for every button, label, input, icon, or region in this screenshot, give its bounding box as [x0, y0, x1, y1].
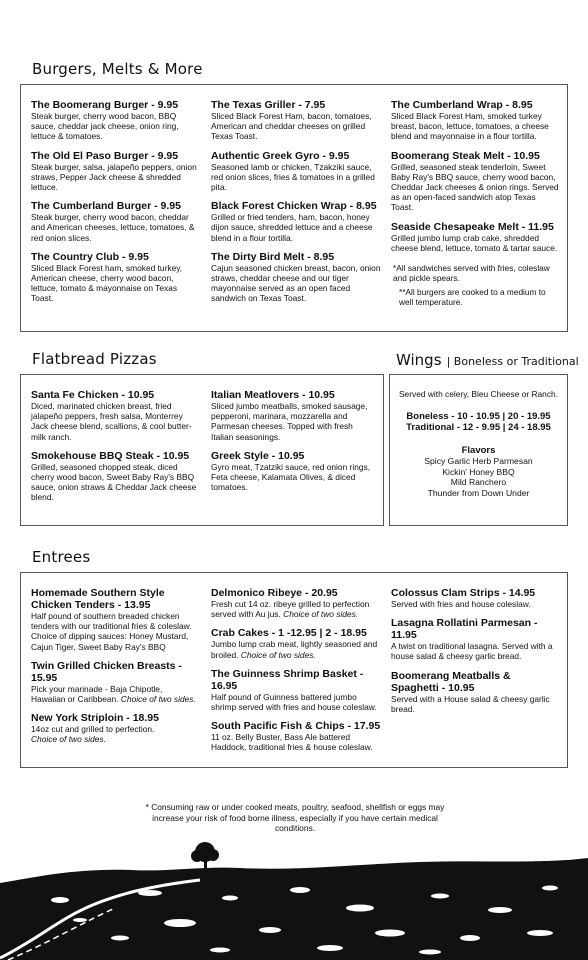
menu-item: [391, 221, 559, 253]
wings-section-title: [396, 350, 579, 369]
item-name: Italian Meatlovers - 10.95: [211, 389, 335, 401]
wings-title: Wings: [396, 351, 442, 369]
item-name: The Boomerang Burger - 9.95: [31, 99, 179, 111]
wings-flavor: Mild Ranchero: [450, 477, 507, 488]
wings-flavor: Spicy Garlic Herb Parmesan: [424, 456, 533, 467]
item-description: Grilled jumbo lump crab cake, shredded cheese blend, lettuce, tomato & tartar sauce.: [391, 232, 558, 253]
item-description: 11 oz. Belly Buster, Bass Ale battered Haddock, traditional fries & house coleslaw.: [211, 732, 373, 753]
entrees-column-1: [31, 587, 199, 753]
wings-flavors-title: Flavors: [461, 445, 496, 457]
sandwich-notes: [391, 263, 559, 307]
item-name: Crab Cakes - 1 -12.95 | 2 - 18.95: [211, 627, 367, 640]
burgers-column-3: [391, 99, 559, 311]
menu-item: [211, 389, 377, 442]
burgers-column-1: [31, 99, 199, 312]
menu-item: [211, 668, 381, 712]
outback-landscape-illustration: [0, 838, 588, 960]
menu-item: [31, 389, 197, 442]
item-name: Santa Fe Chicken - 10.95: [31, 389, 155, 401]
item-description: Seasoned lamb or chicken, Tzakziki sauce, red onion slices, fries & tomatoes in a grilled pita.: [211, 161, 375, 193]
item-description: Grilled, seasoned steak tenderloin, Sweet Baby Ray's BBQ sauce, cherry wood bacon, Cheddar Jack cheeses & onion rings. Served as an open-faced sandwich atop Texas Toast.: [391, 161, 559, 213]
item-description: Grilled or fried tenders, ham, bacon, honey dijon sauce, shredded lettuce and a cheese blend in a flour tortilla.: [211, 212, 373, 243]
entrees-section-title: Entrees: [32, 548, 91, 566]
wings-served-with: Served with celery, Bleu Cheese or Ranch.: [398, 389, 559, 399]
item-name: Homemade Southern Style Chicken Tenders - 13.95: [31, 587, 165, 611]
item-description: Half pound of Guinness battered jumbo shrimp served with fries and house coleslaw.: [211, 691, 377, 713]
menu-item: [211, 450, 377, 493]
menu-item: [391, 150, 559, 213]
entrees-column-3: [391, 587, 559, 722]
item-description: Sliced Black Forest Ham, smoked turkey breast, bacon, lettuce, tomatoes, a cheese blend and mayonnaise in a flour tortilla.: [391, 111, 549, 142]
item-description: Gyro meat, Tzatziki sauce, red onion rings, Feta cheese, Kalamata Olives, & diced tomatoes.: [211, 461, 371, 493]
menu-item: [31, 587, 199, 652]
item-description: Steak burger, salsa, jalapeño peppers, onion straws, Pepper Jack cheese & shredded lettuce.: [31, 161, 197, 193]
item-description: Pick your marinade - Baja Chipotle, Hawaiian or Caribbean. Choice of two sides.: [31, 683, 196, 705]
item-name: Smokehouse BBQ Steak - 10.95: [31, 449, 190, 462]
item-name: Delmonico Ribeye - 20.95: [211, 587, 338, 599]
menu-item: [31, 251, 199, 304]
item-name: Colossus Clam Strips - 14.95: [391, 587, 536, 599]
wings-subtitle: | Boneless or Traditional: [446, 355, 579, 368]
item-description: Grilled, seasoned chopped steak, diced cherry wood bacon, Sweet Baby Ray's BBQ sauce, onion straws & Cheddar Jack cheese blend.: [31, 461, 197, 503]
wings-flavor: Thunder from Down Under: [427, 487, 530, 498]
burger-temperature-note: **All burgers are cooked to a medium to well temperature.: [399, 287, 546, 308]
menu-item: [211, 587, 381, 619]
item-description: Diced, marinated chicken breast, fried jalapeño peppers, fresh salsa, Monterrey Jack cheese blend, scallions, & cool butter-milk ranch.: [31, 401, 192, 442]
item-name: Greek Style - 10.95: [211, 449, 305, 462]
item-description: 14oz cut and grilled to perfection. Choice of two sides.: [31, 724, 155, 745]
entrees-panel: [20, 572, 568, 768]
entrees-column-2: [211, 587, 381, 761]
flatbread-section-title: Flatbread Pizzas: [32, 350, 157, 368]
sandwich-note: *All sandwiches served with fries, coleslaw and pickle spears.: [393, 263, 550, 284]
item-name: The Cumberland Wrap - 8.95: [391, 99, 533, 111]
menu-item: [211, 251, 381, 304]
item-description: Sliced Black Forest Ham, bacon, tomatoes, American and cheddar cheeses on grilled Texas Toast.: [211, 111, 372, 142]
item-description: Sliced Black Forest ham, smoked turkey, American cheese, cherry wood bacon, lettuce, tomato & mayonnaise on Texas Toast.: [31, 262, 183, 304]
burgers-column-2: [211, 99, 381, 312]
item-name: Boomerang Meatballs & Spaghetti - 10.95: [391, 669, 511, 694]
item-name: The Cumberland Burger - 9.95: [31, 200, 181, 213]
item-name: Authentic Greek Gyro - 9.95: [211, 149, 350, 162]
item-name: The Texas Griller - 7.95: [211, 99, 326, 111]
wings-flavor: Kickin' Honey BBQ: [442, 466, 515, 477]
menu-item: [31, 99, 199, 142]
item-name: The Country Club - 9.95: [31, 250, 149, 263]
flatbread-column-1: [31, 389, 197, 511]
wings-boneless-price: Boneless - 10 - 10.95 | 20 - 19.95: [406, 411, 551, 423]
item-name: New York Striploin - 18.95: [31, 712, 159, 725]
burgers-panel: [20, 84, 568, 332]
item-name: The Guinness Shrimp Basket - 16.95: [211, 667, 364, 692]
menu-item: [211, 150, 381, 193]
item-name: Twin Grilled Chicken Breasts - 15.95: [31, 659, 182, 684]
item-name: Seaside Chesapeake Melt - 11.95: [391, 220, 554, 233]
menu-item: [31, 712, 199, 744]
item-name: Black Forest Chicken Wrap - 8.95: [211, 200, 377, 213]
menu-item: [211, 99, 381, 142]
item-description: Half pound of southern breaded chicken tenders with our traditional fries & coleslaw. Choice of dipping sauces: Honey Mustard, Cajun Tiger, Sweet Baby Ray's BBQ: [31, 611, 192, 652]
item-description: A twist on traditional lasagna. Served with a house salad & cheesy garlic bread.: [391, 641, 553, 662]
menu-item: [391, 99, 559, 142]
menu-item: [211, 200, 381, 243]
item-description: Served with a House salad & cheesy garlic bread.: [391, 693, 550, 714]
menu-item: [31, 450, 197, 503]
item-name: South Pacific Fish & Chips - 17.95: [211, 720, 381, 733]
item-name: The Old El Paso Burger - 9.95: [31, 149, 179, 162]
wings-panel: [389, 374, 568, 526]
item-name: Boomerang Steak Melt - 10.95: [391, 149, 540, 162]
item-description: Steak burger, cherry wood bacon, cheddar and American cheeses, lettuce, tomatoes, & red onion slices.: [31, 212, 195, 243]
menu-item: [391, 670, 559, 714]
item-description: Steak burger, cherry wood bacon, BBQ sauce, cheddar jack cheese, onion ring, lettuce & tomatoes.: [31, 111, 179, 142]
flatbread-column-2: [211, 389, 377, 500]
menu-item: [391, 587, 559, 609]
burgers-section-title: Burgers, Melts & More: [32, 60, 203, 78]
food-safety-footnote: * Consuming raw or under cooked meats, poultry, seafood, shellfish or eggs may increase your risk of food borne illness, especially if you have certain medical conditions.: [145, 802, 445, 833]
menu-item: [391, 617, 559, 661]
item-description: Fresh cut 14 oz. ribeye grilled to perfection served with Au jus. Choice of two sides.: [211, 599, 370, 620]
item-description: Served with fries and house coleslaw.: [391, 599, 531, 609]
item-description: Cajun seasoned chicken breast, bacon, onion straws, cheddar cheese and our tiger mayonnaise served as an open faced sandwich on Texas Toast.: [211, 262, 381, 304]
menu-item: [31, 150, 199, 193]
item-description: Jumbo lump crab meat, lightly seasoned and broiled. Choice of two sides.: [211, 639, 378, 660]
menu-item: [31, 200, 199, 243]
menu-item: [211, 720, 381, 752]
wings-traditional-price: Traditional - 12 - 9.95 | 24 - 18.95: [406, 422, 551, 434]
item-name: Lasagna Rollatini Parmesan - 11.95: [391, 617, 538, 642]
item-description: Sliced jumbo meatballs, smoked sausage, pepperoni, marinara, mozzarella and Parmesan cheeses. Topped with fresh Italian seasonings.: [211, 401, 368, 442]
flatbread-panel: [20, 374, 384, 526]
menu-item: [211, 627, 381, 659]
menu-item: [31, 660, 199, 704]
item-name: The Dirty Bird Melt - 8.95: [211, 250, 335, 263]
